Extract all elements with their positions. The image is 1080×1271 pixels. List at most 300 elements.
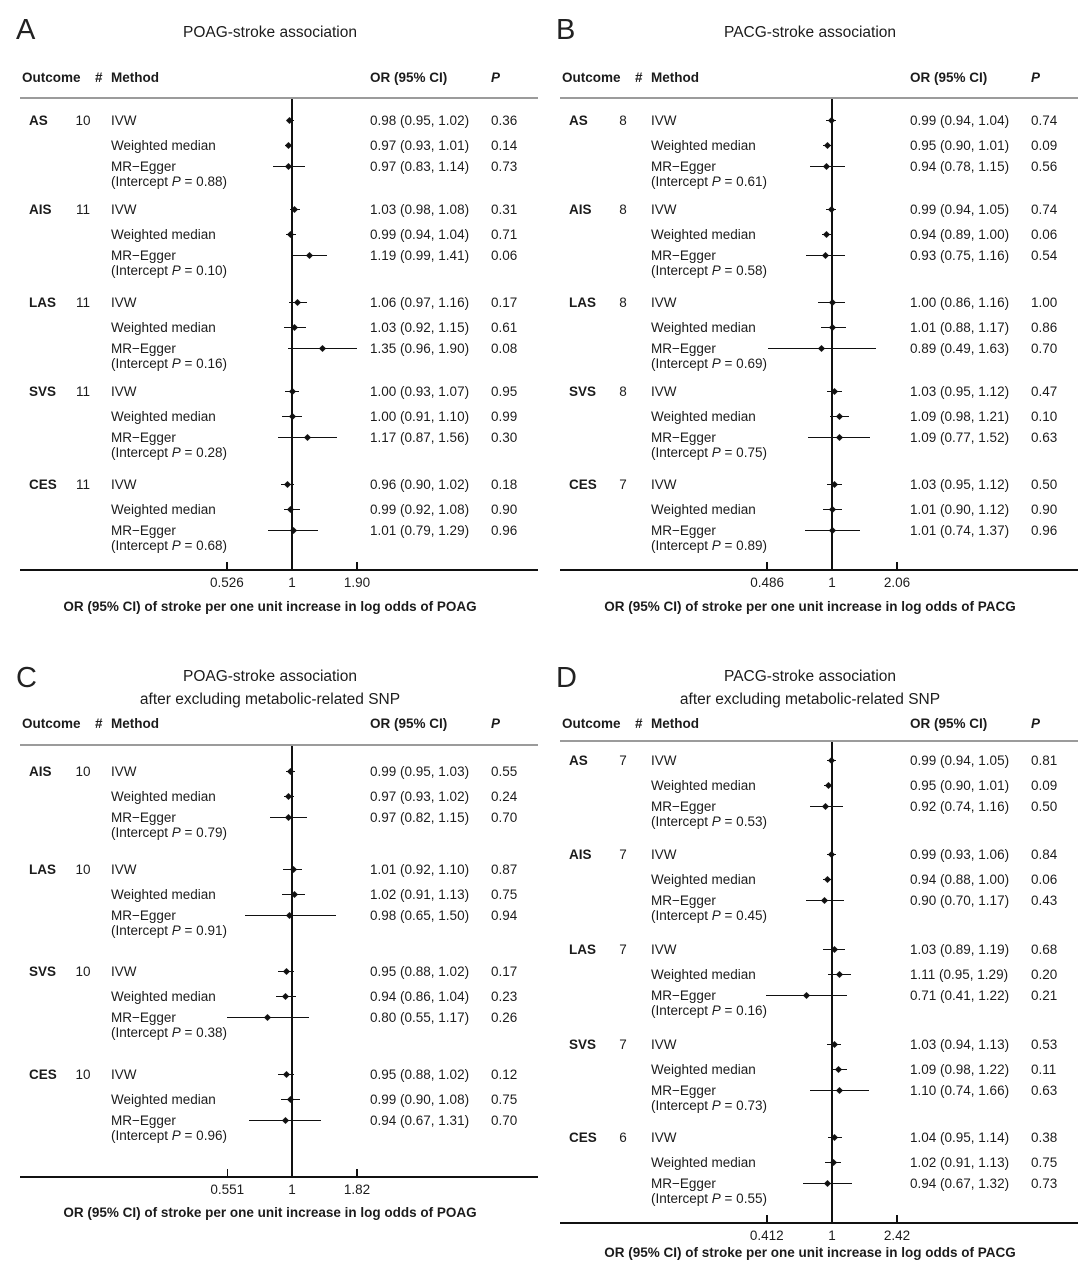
point-marker [287,506,294,513]
point-marker [803,992,810,999]
outcome-label: SVS [569,384,597,399]
p-value: 0.09 [1031,778,1058,793]
intercept-p-symbol: P [711,1191,721,1206]
point-marker [823,231,830,238]
panel-label: A [16,14,36,46]
point-marker [828,851,835,858]
method-label: MR−Egger [111,810,176,825]
point-marker [823,163,830,170]
outcome-label: AIS [29,202,52,217]
intercept-p-symbol: P [171,825,181,840]
p-value: 0.74 [1031,113,1058,128]
p-value: 0.56 [1031,159,1058,174]
or-ci-value: 0.95 (0.90, 1.01) [910,778,1010,793]
or-ci-value: 0.98 (0.95, 1.02) [370,113,470,128]
or-ci-value: 1.06 (0.97, 1.16) [370,295,470,310]
intercept-text-part: = 0.61) [720,174,767,189]
outcome-label: SVS [29,384,57,399]
intercept-text-part: (Intercept [651,445,712,460]
intercept-p-symbol: P [711,174,721,189]
method-label: Weighted median [111,887,216,902]
intercept-text-part: = 0.91) [180,923,227,938]
intercept-note [111,826,227,840]
p-value: 0.53 [1031,1037,1058,1052]
method-label: MR−Egger [651,893,716,908]
intercept-p-symbol: P [171,1025,181,1040]
snp-count: 7 [619,942,627,957]
or-ci-value: 0.97 (0.83, 1.14) [370,159,470,174]
header-separator [20,744,538,746]
outcome-label: CES [569,1130,597,1145]
outcome-label: LAS [569,942,596,957]
method-label: IVW [111,764,137,779]
p-value: 0.81 [1031,753,1058,768]
or-ci-value: 1.00 (0.93, 1.07) [370,384,470,399]
p-value: 0.84 [1031,847,1058,862]
snp-count: 6 [619,1130,627,1145]
point-marker [835,1066,842,1073]
method-label: MR−Egger [111,159,176,174]
intercept-text-part: (Intercept [111,1025,172,1040]
p-value: 0.70 [1031,341,1058,356]
p-value: 0.38 [1031,1130,1058,1145]
point-marker [283,1071,290,1078]
col-header-snp-count: # [95,70,103,85]
p-value: 0.95 [491,384,518,399]
intercept-note [651,1004,767,1018]
or-ci-value: 1.00 (0.91, 1.10) [370,409,470,424]
intercept-note [111,264,227,278]
intercept-note [651,446,767,460]
or-ci-value: 1.01 (0.92, 1.10) [370,862,470,877]
or-ci-value: 1.19 (0.99, 1.41) [370,248,470,263]
p-value: 0.63 [1031,1083,1058,1098]
or-ci-value: 1.09 (0.98, 1.21) [910,409,1010,424]
intercept-p-symbol: P [711,356,721,371]
or-ci-value: 0.98 (0.65, 1.50) [370,908,470,923]
intercept-p-symbol: P [711,1098,721,1113]
x-axis-label: OR (95% CI) of stroke per one unit increase in log odds of PACG [604,1245,1016,1260]
method-label: MR−Egger [111,248,176,263]
x-axis-label: OR (95% CI) of stroke per one unit increase in log odds of POAG [63,1205,477,1220]
method-label: MR−Egger [651,1176,716,1191]
intercept-p-symbol: P [711,263,721,278]
or-ci-value: 1.02 (0.91, 1.13) [910,1155,1010,1170]
intercept-note [111,357,227,371]
p-value: 0.14 [491,138,518,153]
intercept-text-part: = 0.89) [720,538,767,553]
or-ci-value: 1.17 (0.87, 1.56) [370,430,470,445]
intercept-text-part: (Intercept [111,356,172,371]
p-value: 1.00 [1031,295,1058,310]
or-ci-value: 0.94 (0.67, 1.31) [370,1113,470,1128]
axis-tick-label: 1.82 [343,1182,371,1197]
axis-tick [896,562,898,569]
axis-tick [896,1215,898,1222]
point-marker [288,388,295,395]
header-separator [560,740,1078,742]
method-label: Weighted median [651,872,756,887]
p-value: 0.50 [1031,799,1058,814]
intercept-p-symbol: P [171,263,181,278]
or-ci-value: 1.09 (0.98, 1.22) [910,1062,1010,1077]
p-value: 0.54 [1031,248,1058,263]
method-label: IVW [111,477,137,492]
intercept-note [111,1026,227,1040]
snp-count: 8 [619,202,627,217]
method-label: IVW [651,295,677,310]
p-value: 0.06 [1031,227,1058,242]
point-marker [828,299,835,306]
or-ci-value: 1.01 (0.88, 1.17) [910,320,1010,335]
intercept-text-part: (Intercept [651,356,712,371]
axis-tick [227,1169,229,1176]
method-label: Weighted median [651,1155,756,1170]
method-label: IVW [651,477,677,492]
method-label: Weighted median [111,320,216,335]
snp-count: 10 [75,764,91,779]
outcome-label: AIS [29,764,52,779]
or-ci-value: 1.35 (0.96, 1.90) [370,341,470,356]
col-header-p: P [491,716,501,731]
outcome-label: LAS [29,295,56,310]
col-header-method: Method [111,70,159,85]
point-marker [822,252,829,259]
method-label: IVW [651,1130,677,1145]
point-marker [287,1096,294,1103]
intercept-note [651,909,767,923]
point-marker [282,1117,289,1124]
point-marker [287,768,294,775]
axis-tick [766,562,768,569]
panel-title: PACG-stroke association [724,24,896,41]
point-marker [291,324,298,331]
axis-tick-label: 1 [828,1228,836,1243]
intercept-note [651,815,767,829]
intercept-p-symbol: P [711,814,721,829]
p-value: 0.75 [491,887,518,902]
p-value: 0.68 [1031,942,1058,957]
intercept-text-part: (Intercept [111,825,172,840]
snp-count: 8 [619,295,627,310]
snp-count: 7 [619,753,627,768]
p-value: 0.30 [491,430,518,445]
point-marker [288,413,295,420]
intercept-text-part: (Intercept [111,263,172,278]
snp-count: 7 [619,847,627,862]
intercept-text-part: = 0.16) [720,1003,767,1018]
method-label: MR−Egger [651,341,716,356]
method-label: IVW [651,384,677,399]
panel-title: after excluding metabolic-related SNP [139,691,401,708]
intercept-text-part: (Intercept [651,814,712,829]
intercept-text-part: (Intercept [651,1003,712,1018]
method-label: MR−Egger [111,1113,176,1128]
p-value: 0.73 [1031,1176,1058,1191]
or-ci-value: 1.03 (0.95, 1.12) [910,384,1010,399]
col-header-method: Method [651,716,699,731]
or-ci-value: 1.03 (0.94, 1.13) [910,1037,1010,1052]
or-ci-value: 0.71 (0.41, 1.22) [910,988,1010,1003]
intercept-note [651,1192,767,1206]
col-header-or-ci: OR (95% CI) [370,70,448,85]
or-ci-value: 0.94 (0.67, 1.32) [910,1176,1010,1191]
axis-tick [226,562,228,569]
axis-line [20,569,538,571]
outcome-label: AIS [569,847,592,862]
point-marker [306,252,313,259]
p-value: 0.43 [1031,893,1058,908]
intercept-text-part: = 0.55) [720,1191,767,1206]
method-label: Weighted median [651,1062,756,1077]
or-ci-value: 0.99 (0.90, 1.08) [370,1092,470,1107]
intercept-note [111,446,227,460]
or-ci-value: 1.09 (0.77, 1.52) [910,430,1010,445]
p-value: 0.96 [491,523,518,538]
snp-count: 10 [75,964,91,979]
p-value: 0.90 [1031,502,1058,517]
method-label: Weighted median [111,502,216,517]
panel-title: POAG-stroke association [182,24,357,41]
intercept-note [651,1099,767,1113]
intercept-p-symbol: P [171,174,181,189]
col-header-outcome: Outcome [562,70,621,85]
outcome-label: AS [569,113,588,128]
method-label: Weighted median [651,778,756,793]
or-ci-value: 0.94 (0.89, 1.00) [910,227,1010,242]
intercept-note [651,357,767,371]
header-separator [560,97,1078,99]
panel-label: B [556,14,576,46]
point-marker [828,117,835,124]
outcome-label: AIS [569,202,592,217]
point-marker [836,413,843,420]
or-ci-value: 0.94 (0.86, 1.04) [370,989,470,1004]
method-label: MR−Egger [111,430,176,445]
point-marker [828,206,835,213]
intercept-text-part: = 0.73) [720,1098,767,1113]
point-marker [304,434,311,441]
intercept-text-part: = 0.69) [720,356,767,371]
intercept-text-part: = 0.10) [180,263,227,278]
p-value: 0.86 [1031,320,1058,335]
method-label: IVW [111,113,137,128]
intercept-text-part: (Intercept [651,263,712,278]
or-ci-value: 0.97 (0.82, 1.15) [370,810,470,825]
or-ci-value: 1.10 (0.74, 1.66) [910,1083,1010,1098]
reference-line [831,99,833,569]
col-header-p: P [1031,716,1041,731]
intercept-p-symbol: P [711,1003,721,1018]
p-value: 0.74 [1031,202,1058,217]
reference-line [291,99,293,569]
or-ci-value: 1.03 (0.95, 1.12) [910,477,1010,492]
p-value: 0.99 [491,409,518,424]
point-marker [822,803,829,810]
intercept-text-part: (Intercept [111,445,172,460]
intercept-text-part: (Intercept [111,538,172,553]
intercept-note [111,539,227,553]
intercept-text-part: (Intercept [111,174,172,189]
x-axis-label: OR (95% CI) of stroke per one unit increase in log odds of POAG [63,599,477,614]
snp-count: 10 [75,862,91,877]
method-label: MR−Egger [651,159,716,174]
intercept-p-symbol: P [711,445,721,460]
method-label: Weighted median [651,320,756,335]
p-value: 0.73 [491,159,518,174]
axis-tick-label: 0.486 [750,575,784,590]
p-value: 0.10 [1031,409,1058,424]
p-value: 0.23 [491,989,518,1004]
method-label: IVW [111,295,137,310]
p-value: 0.70 [491,810,518,825]
axis-tick-label: 1 [288,1182,296,1197]
p-value: 0.87 [491,862,518,877]
or-ci-value: 0.93 (0.75, 1.16) [910,248,1010,263]
snp-count: 10 [75,113,91,128]
col-header-p: P [491,70,501,85]
method-label: MR−Egger [651,430,716,445]
intercept-p-symbol: P [171,356,181,371]
col-header-p: P [1031,70,1041,85]
intercept-p-symbol: P [171,445,181,460]
col-header-outcome: Outcome [562,716,621,731]
col-header-or-ci: OR (95% CI) [910,70,988,85]
point-marker [835,1087,842,1094]
axis-tick-label: 1 [828,575,836,590]
p-value: 0.96 [1031,523,1058,538]
point-marker [824,1180,831,1187]
panel-title: POAG-stroke association [182,668,357,685]
or-ci-value: 0.95 (0.90, 1.01) [910,138,1010,153]
method-label: IVW [651,753,677,768]
or-ci-value: 1.01 (0.79, 1.29) [370,523,470,538]
p-value: 0.94 [491,908,518,923]
p-value: 0.06 [491,248,518,263]
intercept-text-part: = 0.75) [720,445,767,460]
intercept-p-symbol: P [711,538,721,553]
intercept-note [111,924,227,938]
method-label: IVW [651,847,677,862]
point-marker [828,757,835,764]
p-value: 0.12 [491,1067,518,1082]
p-value: 0.06 [1031,872,1058,887]
intercept-text-part: = 0.38) [180,1025,227,1040]
intercept-p-symbol: P [711,908,721,923]
outcome-label: SVS [29,964,57,979]
p-value: 0.61 [491,320,518,335]
panel-label: C [16,662,37,694]
point-marker [821,897,828,904]
point-marker [291,206,298,213]
p-value: 0.55 [491,764,518,779]
panel-label: D [556,662,577,694]
or-ci-value: 1.03 (0.92, 1.15) [370,320,470,335]
or-ci-value: 1.01 (0.90, 1.12) [910,502,1010,517]
method-label: MR−Egger [111,908,176,923]
or-ci-value: 0.99 (0.93, 1.06) [910,847,1010,862]
method-label: MR−Egger [111,341,176,356]
axis-tick-label: 0.412 [749,1228,784,1243]
method-label: Weighted median [111,409,216,424]
col-header-outcome: Outcome [22,70,81,85]
intercept-note [111,1129,227,1143]
method-label: IVW [111,384,137,399]
or-ci-value: 1.11 (0.95, 1.29) [910,967,1009,982]
axis-tick-label: 0.551 [210,1182,245,1197]
or-ci-value: 1.03 (0.89, 1.19) [910,942,1010,957]
method-label: IVW [111,964,137,979]
intercept-p-symbol: P [171,538,181,553]
intercept-text-part: = 0.16) [180,356,227,371]
intercept-text-part: = 0.68) [180,538,227,553]
intercept-note [111,175,227,189]
axis-line [560,1222,1078,1224]
point-marker [824,876,831,883]
p-value: 0.20 [1031,967,1058,982]
method-label: Weighted median [651,138,756,153]
col-header-or-ci: OR (95% CI) [910,716,988,731]
col-header-method: Method [111,716,159,731]
outcome-label: AS [569,753,588,768]
point-marker [836,434,843,441]
method-label: Weighted median [651,967,756,982]
panel-title: PACG-stroke association [724,668,896,685]
method-label: MR−Egger [651,1083,716,1098]
axis-tick-label: 1 [288,575,296,590]
method-label: IVW [111,862,137,877]
or-ci-value: 0.95 (0.88, 1.02) [370,1067,470,1082]
method-label: MR−Egger [111,1010,176,1025]
snp-count: 8 [619,113,627,128]
or-ci-value: 0.99 (0.92, 1.08) [370,502,470,517]
point-marker [287,231,294,238]
p-value: 0.09 [1031,138,1058,153]
axis-tick [831,1215,833,1222]
outcome-label: AS [29,113,48,128]
or-ci-value: 0.94 (0.78, 1.15) [910,159,1010,174]
or-ci-value: 0.99 (0.95, 1.03) [370,764,470,779]
axis-tick [356,1169,358,1176]
axis-tick [291,562,293,569]
intercept-p-symbol: P [171,923,181,938]
snp-count: 11 [75,295,90,310]
intercept-text-part: = 0.88) [180,174,227,189]
intercept-note [651,539,767,553]
axis-line [560,569,1078,571]
or-ci-value: 1.00 (0.86, 1.16) [910,295,1010,310]
or-ci-value: 1.04 (0.95, 1.14) [910,1130,1010,1145]
method-label: MR−Egger [111,523,176,538]
point-marker [836,971,843,978]
or-ci-value: 0.96 (0.90, 1.02) [370,477,470,492]
axis-tick [356,562,358,569]
col-header-snp-count: # [95,716,103,731]
p-value: 0.71 [491,227,518,242]
panel-B [540,0,1080,630]
p-value: 0.24 [491,789,518,804]
or-ci-value: 0.90 (0.70, 1.17) [910,893,1010,908]
method-label: IVW [111,202,137,217]
intercept-text-part: (Intercept [651,174,712,189]
p-value: 0.17 [491,295,518,310]
point-marker [319,345,326,352]
snp-count: 7 [619,1037,627,1052]
or-ci-value: 0.94 (0.88, 1.00) [910,872,1010,887]
method-label: Weighted median [651,409,756,424]
outcome-label: SVS [569,1037,597,1052]
snp-count: 11 [75,202,90,217]
